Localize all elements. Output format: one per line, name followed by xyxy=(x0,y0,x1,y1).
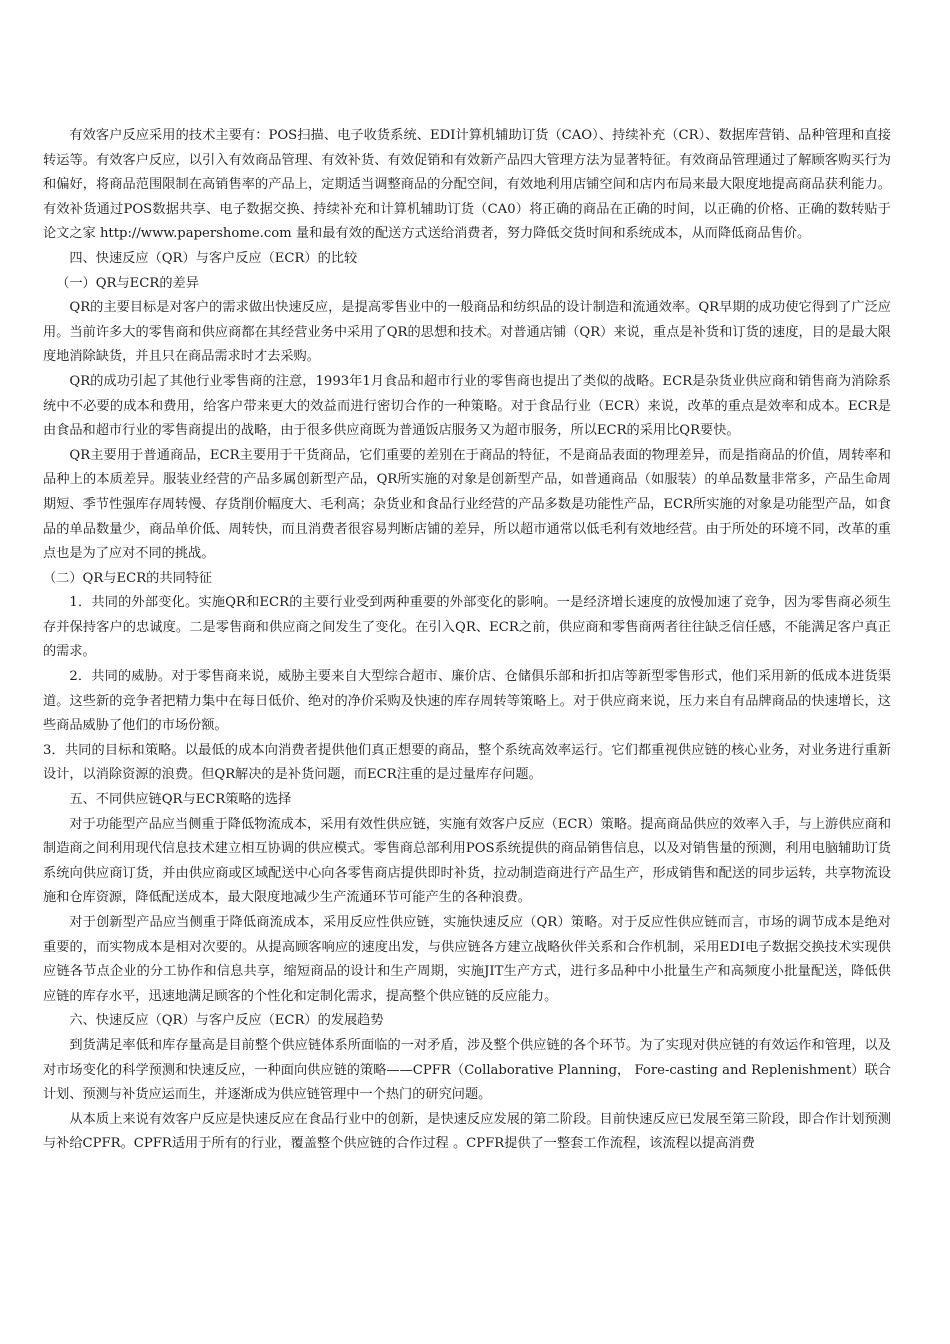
paragraph-common-goal: 3．共同的目标和策略。以最低的成本向消费者提供他们真正想要的商品，整个系统高效率运行。它们都重视供应链的核心业务，对业务进行重新设计，以消除资源的浪费。但QR解决的是补货问题，而ECR注重的是过量库存问题。 xyxy=(43,742,891,783)
paragraph-common-threat: 2．共同的威胁。对于零售商来说，威胁主要来自大型综合超市、廉价店、仓储俱乐部和折扣店等新型零售形式，他们采用新的低成本进货渠道。这些新的竞争者把精力集中在每日低价、绝对的净价采购及快速的库存周转等策略上。对于供应商来说，压力来自有品牌商品的快速增长，这些商品威胁了他们的市场份额。 xyxy=(43,669,891,734)
document-body xyxy=(43,124,891,1157)
paragraph-ecr-technologies: 有效客户反应采用的技术主要有：POS扫描、电子收货系统、EDI计算机辅助订货（CAO）、持续补充（CR）、数据库营销、品种管理和直接转运等。有效客户反应，以引入有效商品管理、有效补货、有效促销和有效新产品四大管理方法为显著特征。有效商品管理通过了解顾客购买行为和偏好，将商品范围限制在高销售率的产品上，定期适当调整商品的分配空间，有效地利用店铺空间和店内布局来最大限度地提高商品获利能力。有效补货通过POS数据共享、电子数据交换、持续补充和计算机辅助订货（CA0）将正确的商品在正确的时间，以正确的价格、正确的数转贴于 论文之家 http://www.papershome.com 量和最有效的配送方式送给消费者，努力降低交货时间和系统成本，从而降低商品售价。 xyxy=(43,128,891,242)
paragraph-cpfr-stage: 从本质上来说有效客户反应是快速反应在食品行业中的创新，是快速反应发展的第二阶段。目前快速反应已发展至第三阶段，即合作计划预测与补给CPFR。CPFR适用于所有的行业，覆盖整个供应链的合作过程 。CPFR提供了一整套工作流程，该流程以提高消费 xyxy=(43,1111,891,1152)
paragraph-qr-success: QR的成功引起了其他行业零售商的注意，1993年1月食品和超市行业的零售商也提出了类似的战略。ECR是杂货业供应商和销售商为消除系统中不必要的成本和费用，给客户带来更大的效益而进行密切合作的一种策略。对于食品行业（ECR）来说，改革的重点是效率和成本。ECR是由食品和超市行业的零售商提出的战略，由于很多供应商既为普通饭店服务又为超市服务，所以ECR的采用比QR要快。 xyxy=(43,373,891,439)
subsection-heading-common: （二）QR与ECR的共同特征 xyxy=(43,570,213,586)
section-heading-5: 五、不同供应链QR与ECR策略的选择 xyxy=(69,792,292,808)
paragraph-functional-products: 对于功能型产品应当侧重于降低物流成本，采用有效性供应链，实施有效客户反应（ECR）策略。提高商品供应的效率入手，与上游供应商和制造商之间利用现代信息技术建立相互协调的供应模式。零售商总部利用POS系统提供的商品销售信息，以及对销售量的预测，利用电脑辅助订货系统向供应商订货，并由供应商或区域配送中心向各零售商店提供即时补货，拉动制造商进行产品生产，形成销售和配送的同步运转，共享物流设施和仓库资源，降低配送成本，最大限度地减少生产流通环节可能产生的各种浪费。 xyxy=(43,816,891,906)
paragraph-qr-goal: QR的主要目标是对客户的需求做出快速反应，是提高零售业中的一般商品和纺织品的设计制造和流通效率。QR早期的成功使它得到了广泛应用。当前许多大的零售商和供应商都在其经营业务中采用了QR的思想和技术。对普通店铺（QR）来说，重点是补货和订货的速度，目的是最大限度地消除缺货，并且只在商品需求时才去采购。 xyxy=(43,300,891,365)
subsection-heading-differences: （一）QR与ECR的差异 xyxy=(56,275,199,291)
paragraph-common-external: 1．共同的外部变化。实施QR和ECR的主要行业受到两种重要的外部变化的影响。一是经济增长速度的放慢加速了竞争，因为零售商必须生存并保持客户的忠诚度。二是零售商和供应商之间发生了变化。在引入QR、ECR之前，供应商和零售商两者往往缺乏信任感，不能满足客户真正的需求。 xyxy=(43,595,891,660)
paragraph-qr-ecr-goods: QR主要用于普通商品，ECR主要用于干货商品，它们重要的差别在于商品的特征，不是商品表面的物理差异，而是指商品的价值，周转率和品种上的本质差异。服装业经营的产品多属创新型产品，QR所实施的对象是创新型产品，如普通商品（如服装）的单品数量非常多，产品生命周期短、季节性强库存周转慢、存货削价幅度大、毛利高；杂货业和食品行业经营的产品多数是功能性产品，ECR所实施的对象是功能型产品，如食品的单品数量少，商品单价低、周转快，而且消费者很容易判断店铺的差异，所以超市通常以低毛利有效地经营。由于所处的环境不同，改革的重点也是为了应对不同的挑战。 xyxy=(43,447,891,562)
section-heading-4: 四、快速反应（QR）与客户反应（ECR）的比较 xyxy=(69,250,358,266)
paragraph-innovative-products: 对于创新型产品应当侧重于降低商流成本，采用反应性供应链，实施快速反应（QR）策略。对于反应性供应链而言，市场的调节成本是绝对重要的，而实物成本是相对次要的。从提高顾客响应的速度出发，与供应链各方建立战略伙伴关系和合作机制，采用EDI电子数据交换技术实现供应链各节点企业的分工协作和信息共享，缩短商品的设计和生产周期，实施JIT生产方式，进行多品种中小批量生产和高频度小批量配送，降低供应链的库存水平，迅速地满足顾客的个性化和定制化需求，提高整个供应链的反应能力。 xyxy=(43,915,891,1004)
paragraph-cpfr-intro: 到货满足率低和库存量高是目前整个供应链体系所面临的一对矛盾，涉及整个供应链的各个环节。为了实现对供应链的有效运作和管理，以及对市场变化的科学预测和快速反应，一种面向供应链的策略——CPFR（Collaborative Planning， Fore-casting and Replenishment）联合计划、预测与补货应运而生，并逐渐成为供应链管理中一个热门的研究问题。 xyxy=(43,1037,891,1103)
section-heading-6: 六、快速反应（QR）与客户反应（ECR）的发展趋势 xyxy=(69,1013,384,1029)
